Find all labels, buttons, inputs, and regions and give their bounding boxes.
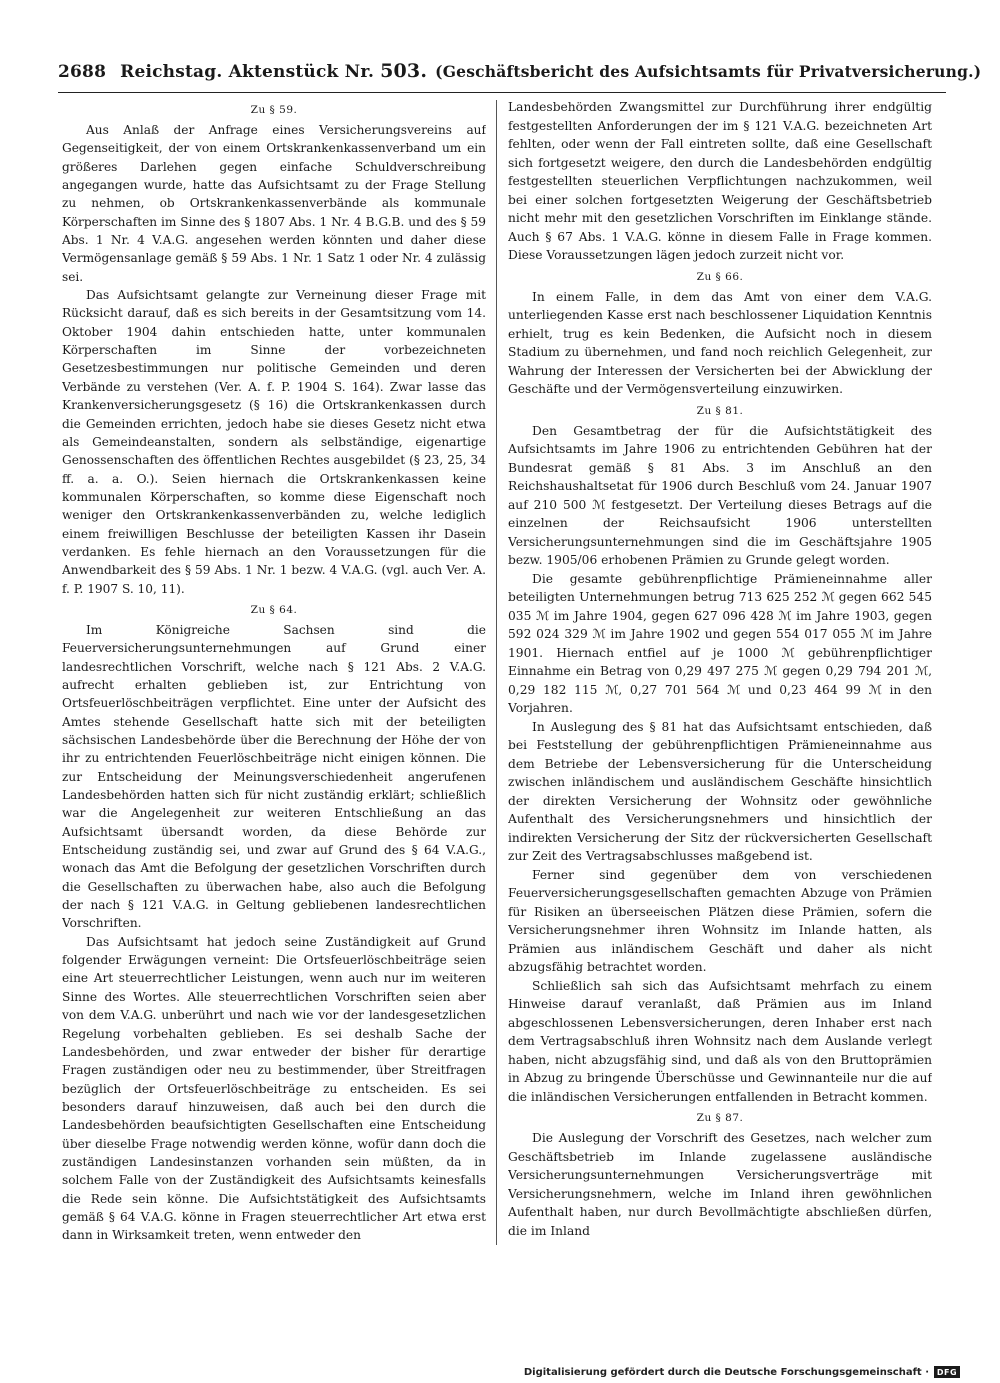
section-heading-81: Zu § 81. xyxy=(696,404,744,417)
paragraph: Ferner sind gegenüber dem von verschiedenen Feuerversicherungsgesellschaften gemachten Abzuge von Prämien für Risiken an überseeischen Plätzen diese Prämien, sofern die Versicherungsnehmer ihren Wohnsitz im Inlande hatten, als Prämien aus inländischem Geschäft und daher als nicht abzugsfähig betrachtet worden. xyxy=(508,867,932,974)
left-column xyxy=(62,98,486,1246)
running-header xyxy=(58,60,982,88)
paragraph: In Auslegung des § 81 hat das Aufsichtsamt entschieden, daß bei Feststellung der gebührenpflichtigen Prämieneinnahme aus dem Betriebe der Lebensversicherung für die Unterscheidung zwischen inländischem und ausländischem Geschäfte hinsichtlich der direkten Versicherung der Wohnsitz oder gewöhnliche Aufenthalt des Versicherungsnehmers und hinsichtlich der indirekten Versicherung der Sitz der rückversicherten Gesellschaft zur Zeit des Vertragsabschlusses maßgebend ist. xyxy=(508,719,932,863)
right-column xyxy=(508,98,932,1246)
footer-text: Digitalisierung gefördert durch die Deutsche Forschungsgemeinschaft · xyxy=(523,1366,929,1378)
document-title: Reichstag. Aktenstück Nr. xyxy=(120,62,375,82)
paragraph: Die gesamte gebührenpflichtige Prämieneinnahme aller beteiligten Unternehmungen betrug 713 625 252 ℳ gegen 662 545 035 ℳ im Jahre 1904, gegen 627 096 428 ℳ im Jahre 1903, gegen 592 024 329 ℳ im Jahre 1902 und gegen 554 017 055 ℳ im Jahre 1901. Hiernach entfiel auf je 1000 ℳ gebührenpflichtiger Einnahme ein Betrag von 0,29 497 275 ℳ gegen 0,29 794 201 ℳ, 0,29 182 115 ℳ, 0,27 701 564 ℳ und 0,23 464 99 ℳ in den Vorjahren. xyxy=(508,571,932,715)
header-rule xyxy=(58,92,946,93)
section-heading-59: Zu § 59. xyxy=(250,104,298,116)
paragraph: Den Gesamtbetrag der für die Aufsichtstätigkeit des Aufsichtsamts im Jahre 1906 zu entrichtenden Gebühren hat der Bundesrat gemäß § 81 Abs. 3 im Anschluß an den Reichshaushaltsetat für 1906 durch Beschluß vom 24. Januar 1907 auf 210 500 ℳ festgesetzt. Der Verteilung dieses Betrags auf die einzelnen der Reichsaufsicht 1906 unterstellten Versicherungsunternehmungen sind die im Geschäftsjahre 1905 bezw. 1905/06 erhobenen Prämien zu Grunde gelegt worden. xyxy=(508,423,932,567)
paragraph: Das Aufsichtsamt gelangte zur Verneinung dieser Frage mit Rücksicht darauf, daß es sich bereits in der Gesamtsitzung vom 14. Oktober 1904 dahin entschieden hatte, unter kommunalen Körperschaften im Sinne der vorbezeichneten Gesetzesbestimmungen nur politische Gemeinden und deren Verbände zu verstehen (Ver. A. f. P. 1904 S. 164). Zwar lasse das Krankenversicherungsgesetz (§ 16) die Ortskrankenkassen durch die Gemeinden errichten, jedoch habe sie dieses Gesetz nicht etwa als Gemeindeanstalten, sondern als selbständige, eigenartige Genossenschaften des öffentlichen Rechtes ausgebildet (§ 23, 25, 34 ff. a. a. O.). Seien hiernach die Ortskrankenkassen keine kommunalen Körperschaften, so komme diese Eigenschaft noch weniger den Ortskrankenkassenverbänden zu, welche lediglich einem freiwilligen Beschlusse der beteiligten Kassen ihr Dasein verdanken. Es fehle hiernach an den Voraussetzungen für die Anwendbarkeit des § 59 Abs. 1 Nr. 1 bezw. 4 V.A.G. (vgl. auch Ver. A. f. P. 1907 S. 10, 11). xyxy=(62,288,486,596)
section-heading-64: Zu § 64. xyxy=(250,603,298,616)
column-divider xyxy=(496,100,497,1245)
paragraph: Die Auslegung der Vorschrift des Gesetzes, nach welcher zum Geschäftsbetrieb im Inlande zugelassene ausländische Versicherungsunternehmungen Versicherungsverträge mit Versicherungsnehmern, welche im Inland ihren gewöhnlichen Aufenthalt haben, nur durch Bevollmächtigte abschließen dürfen, die im Inland xyxy=(508,1131,932,1238)
dfg-logo-icon: DFG xyxy=(934,1366,960,1378)
section-heading-66: Zu § 66. xyxy=(696,270,744,283)
paragraph: In einem Falle, in dem das Amt von einer dem V.A.G. unterliegenden Kasse erst nach beschlossener Liquidation Kenntnis erhielt, trug es kein Bedenken, die Aufsicht noch in diesem Stadium zu übernehmen, und fand noch reichlich Gelegenheit, zur Wahrung der Interessen der Versicherten bei der Abwicklung der Geschäfte und der Vermögensverteilung einzuwirken. xyxy=(508,289,932,396)
paragraph: Das Aufsichtsamt hat jedoch seine Zuständigkeit auf Grund folgender Erwägungen verneint: Die Ortsfeuerlöschbeiträge seien eine Art steuerrechtlicher Leistungen, wenn auch nur im weiteren Sinne des Wortes. Alle steuerrechtlichen Vorschriften seien aber von dem V.A.G. unberührt und nach wie vor der landesgesetzlichen Regelung vorbehalten geblieben. Es sei deshalb Sache der Landesbehörden, und zwar entweder der bisher für derartige Fragen zuständigen oder neu zu bestimmender, über Streitfragen bezüglich der Ortsfeuerlöschbeiträge zu entscheiden. Es sei besonders darauf hinzuweisen, daß auch bei den durch die Landesbehörden beaufsichtigten Gesellschaften eine Entscheidung über dieselbe Frage notwendig werden könne, wofür dann doch die zuständigen Landesinstanzen vorhanden sein müßten, da in solchem Falle von der Zuständigkeit des Aufsichtsamts keinesfalls die Rede sein könne. Die Aufsichtstätigkeit des Aufsichtsamts gemäß § 64 V.A.G. könne in Fragen steuerrechtlicher Art etwa erst dann in Wirksamkeit treten, wenn entweder den xyxy=(62,934,486,1243)
page-number: 2688 xyxy=(58,62,107,82)
document-number: 503. xyxy=(380,60,428,82)
paragraph: Im Königreiche Sachsen sind die Feuerversicherungsunternehmungen auf Grund einer landesrechtlichen Vorschrift, welche nach § 121 Abs. 2 V.A.G. aufrecht erhalten geblieben ist, zur Entrichtung von Ortsfeuerlöschbeiträgen verpflichtet. Eine unter der Aufsicht des Amtes stehende Gesellschaft hatte sich mit der beteiligten sächsischen Landesbehörde über die Berechnung der Höhe der von ihr zu entrichtenden Feuerlöschbeiträge nicht einigen können. Die zur Entscheidung der Meinungsverschiedenheit angerufenen Landesbehörden hatten sich für nicht zuständig erklärt; schließlich war die Angelegenheit zur weiteren Entschließung an das Aufsichtsamt übersandt worden, da diese Behörde zur Entscheidung zuständig sei, und zwar auf Grund des § 64 V.A.G., wonach das Amt die Befolgung der gesetzlichen Vorschriften durch die Gesellschaften zu überwachen habe, also auch die Befolgung der nach § 121 V.A.G. in Geltung gebliebenen landesrechtlichen Vorschriften. xyxy=(62,622,486,931)
document-subtitle: (Geschäftsbericht des Aufsichtsamts für Privatversicherung.) xyxy=(435,62,982,81)
paragraph: Aus Anlaß der Anfrage eines Versicherungsvereins auf Gegenseitigkeit, der von einem Ortskrankenkassenverband um ein größeres Darlehen gegen einfache Schuldverschreibung angegangen wurde, hatte das Aufsichtsamt zu der Frage Stellung zu nehmen, ob Ortskrankenkassenverbände als kommunale Körperschaften im Sinne des § 1807 Abs. 1 Nr. 4 B.G.B. und des § 59 Abs. 1 Nr. 4 V.A.G. angesehen werden könnten und daher diese Vermögensanlage gemäß § 59 Abs. 1 Nr. 1 Satz 1 oder Nr. 4 zulässig sei. xyxy=(62,123,486,284)
digitization-footer xyxy=(520,1363,960,1381)
section-heading-87: Zu § 87. xyxy=(696,1112,744,1124)
paragraph-continued: Landesbehörden Zwangsmittel zur Durchführung ihrer endgültig festgestellten Anforderungen der im § 121 V.A.G. bezeichneten Art fehlten, oder wenn der Fall eintreten sollte, daß eine Gesellschaft sich fortgesetzt weigere, den durch die Landesbehörden endgültig festgestellten steuerlichen Verpflichtungen nachzukommen, weil bei einer solchen fortgesetzten Weigerung der Geschäftsbetrieb nicht mehr mit den gesetzlichen Vorschriften im Einklange stände. Auch § 67 Abs. 1 V.A.G. könne in diesem Falle in Frage kommen. Diese Voraussetzungen lägen jedoch zurzeit nicht vor. xyxy=(508,100,932,262)
paragraph: Schließlich sah sich das Aufsichtsamt mehrfach zu einem Hinweise darauf veranlaßt, daß Prämien aus im Inland abgeschlossenen Lebensversicherungen, deren Inhaber erst nach dem Vertragsabschluß ihren Wohnsitz nach dem Auslande verlegt haben, nicht abzugsfähig sind, und daß als von den Bruttoprämien in Abzug zu bringende Überschüsse und Gewinnanteile nur die auf die inländischen Versicherungen entfallenden in Betracht kommen. xyxy=(508,978,932,1104)
